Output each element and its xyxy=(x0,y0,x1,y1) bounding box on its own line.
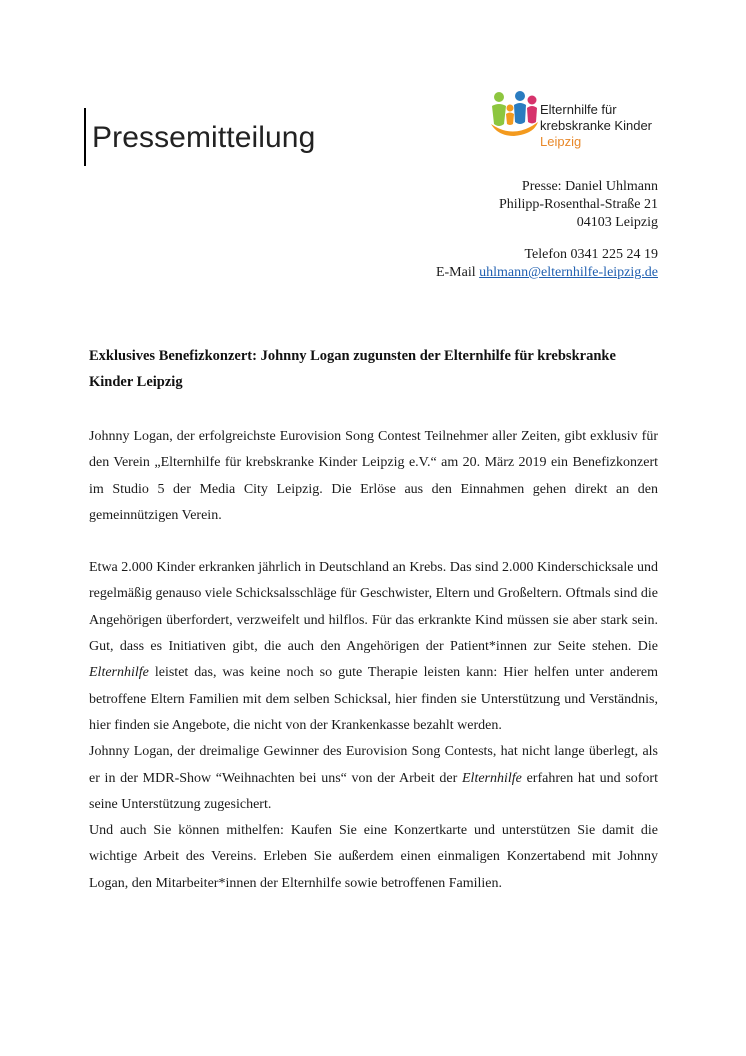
contact-block xyxy=(436,178,658,282)
logo-wordmark xyxy=(540,102,652,150)
paragraph-background: Etwa 2.000 Kinder erkranken jährlich in Deutschland an Krebs. Das sind 2.000 Kinderschicksale und regelmäßig genauso viele Schicksalsschläge für Geschwister, Eltern und Großeltern. Oftmals sind die Angehörigen überfordert, verzweifelt und hilflos. Für das erkrankte Kind müssen sie aber stark sein. Gut, dass es Initiativen gibt, die auch den Angehörigen der Patient*innen zur Seite stehen. Die Elternhilfe leistet das, was keine noch so gute Therapie leisten kann: Hier helfen unter anderem betroffene Eltern Familien mit dem selben Schicksal, hier finden sie Unterstützung und Verständnis, hier finden sie Angebote, die nicht von der Krankenkasse bezahlt werden. xyxy=(89,560,658,733)
paragraph-intro: Johnny Logan, der erfolgreichste Eurovision Song Contest Teilnehmer aller Zeiten, gibt exklusiv für den Verein „Elternhilfe für krebskranke Kinder Leipzig e.V.“ am 20. März 2019 ein Benefizkonzert im Studio 5 der Media City Leipzig. Die Erlöse aus den Einnahmen gehen direkt an den gemeinnützigen Verein. xyxy=(89,429,658,523)
page-title: Pressemitteilung xyxy=(92,121,316,154)
paragraph-call-to-action: Und auch Sie können mithelfen: Kaufen Sie eine Konzertkarte und unterstützen Sie damit die wichtige Arbeit des Vereins. Erleben Sie außerdem einen einmaligen Konzertabend mit Johnny Logan, den Mitarbeiter*innen der Elternhilfe sowie betroffenen Familien. xyxy=(89,823,658,891)
title-accent-bar xyxy=(84,108,86,166)
press-headline: Exklusives Benefizkonzert: Johnny Logan zugunsten der Elternhilfe für krebskranke Kinder Leipzig xyxy=(89,348,616,390)
email-line xyxy=(436,264,658,282)
press-body xyxy=(89,424,658,897)
logo-city: Leipzig xyxy=(540,134,582,149)
logo xyxy=(488,88,668,158)
postal-city: 04103 Leipzig xyxy=(576,215,658,230)
email-label: E-Mail xyxy=(435,265,480,280)
logo-line-2: krebskranke Kinder xyxy=(540,118,652,133)
email-link[interactable]: uhlmann@elternhilfe-leipzig.de xyxy=(479,265,658,280)
logo-line-1: Elternhilfe für xyxy=(540,102,617,117)
emphasis-elternhilfe: Elternhilfe xyxy=(462,770,522,786)
family-figures-logo-icon xyxy=(488,88,540,140)
street-address: Philipp-Rosenthal-Straße 21 xyxy=(498,197,658,212)
paragraph-johnny-logan: Johnny Logan, der dreimalige Gewinner des Eurovision Song Contests, hat nicht lange überlegt, als er in der MDR-Show “Weihnachten bei uns“ von der Arbeit der Elternhilfe erfahren hat und sofort seine Unterstützung zugesichert. xyxy=(89,744,658,812)
phone-number: Telefon 0341 225 24 19 xyxy=(524,247,658,262)
press-contact: Presse: Daniel Uhlmann xyxy=(521,179,658,194)
emphasis-elternhilfe: Elternhilfe xyxy=(89,665,149,681)
